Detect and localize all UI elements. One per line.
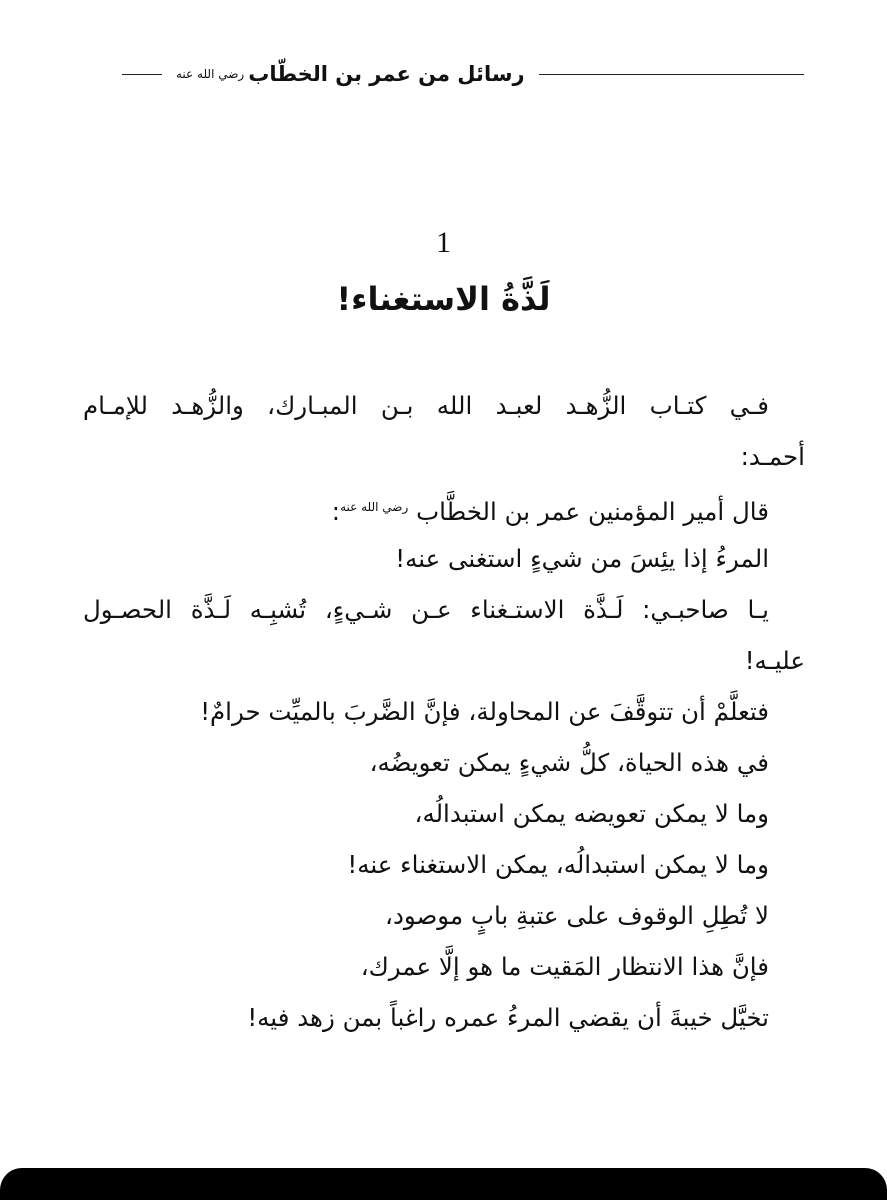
chapter-title: لَذَّةُ الاستغناء! — [336, 280, 551, 318]
honorific-glyph: رضي الله عنه — [176, 67, 245, 81]
header-title-text: رسائل من عمر بن الخطّاب — [248, 62, 525, 86]
chapter-number: 1 — [436, 226, 451, 259]
body-line-colon: : — [331, 497, 341, 527]
header-title — [162, 62, 539, 86]
body-line: عليـه! — [744, 646, 805, 675]
body-line: يـا صاحبـي: لَـذَّة الاستـغناء عـن شـيءٍ، تُشبِـه لَـذَّة الحصـول — [83, 595, 769, 624]
body-line: وما لا يمكن استبدالُه، يمكن الاستغناء عنه! — [347, 850, 769, 879]
header-rule-right — [539, 74, 804, 75]
body-text — [83, 380, 805, 1043]
body-line: وما لا يمكن تعويضه يمكن استبدالُه، — [414, 799, 769, 828]
body-line: المرءُ إذا يئِسَ من شيءٍ استغنى عنه! — [395, 544, 769, 573]
body-line: لا تُطِلِ الوقوف على عتبةِ بابٍ موصود، — [385, 901, 769, 930]
body-line: تخيَّل خيبةَ أن يقضي المرءُ عمره راغباً بمن زهد فيه! — [247, 1003, 769, 1032]
device-bottom-bar — [0, 1168, 887, 1200]
body-line: أحمـد: — [740, 442, 805, 471]
body-line — [83, 482, 805, 533]
body-line-text: قال أمير المؤمنين عمر بن الخطَّاب — [416, 497, 769, 527]
honorific-glyph: رضي الله عنه — [340, 500, 409, 514]
body-line: فإنَّ هذا الانتظار المَقيت ما هو إلَّا عمرك، — [360, 952, 769, 981]
header-rule-left — [122, 74, 162, 75]
body-line: فتعلَّمْ أن تتوقَّفَ عن المحاولة، فإنَّ الضَّربَ بالميِّت حرامٌ! — [200, 697, 769, 726]
running-header — [122, 52, 804, 96]
body-line: فـي كتـاب الزُّهـد لعبـد الله بـن المبـارك، والزُّهـد للإمـام — [83, 391, 769, 420]
body-line: في هذه الحياة، كلُّ شيءٍ يمكن تعويضُه، — [369, 748, 769, 777]
